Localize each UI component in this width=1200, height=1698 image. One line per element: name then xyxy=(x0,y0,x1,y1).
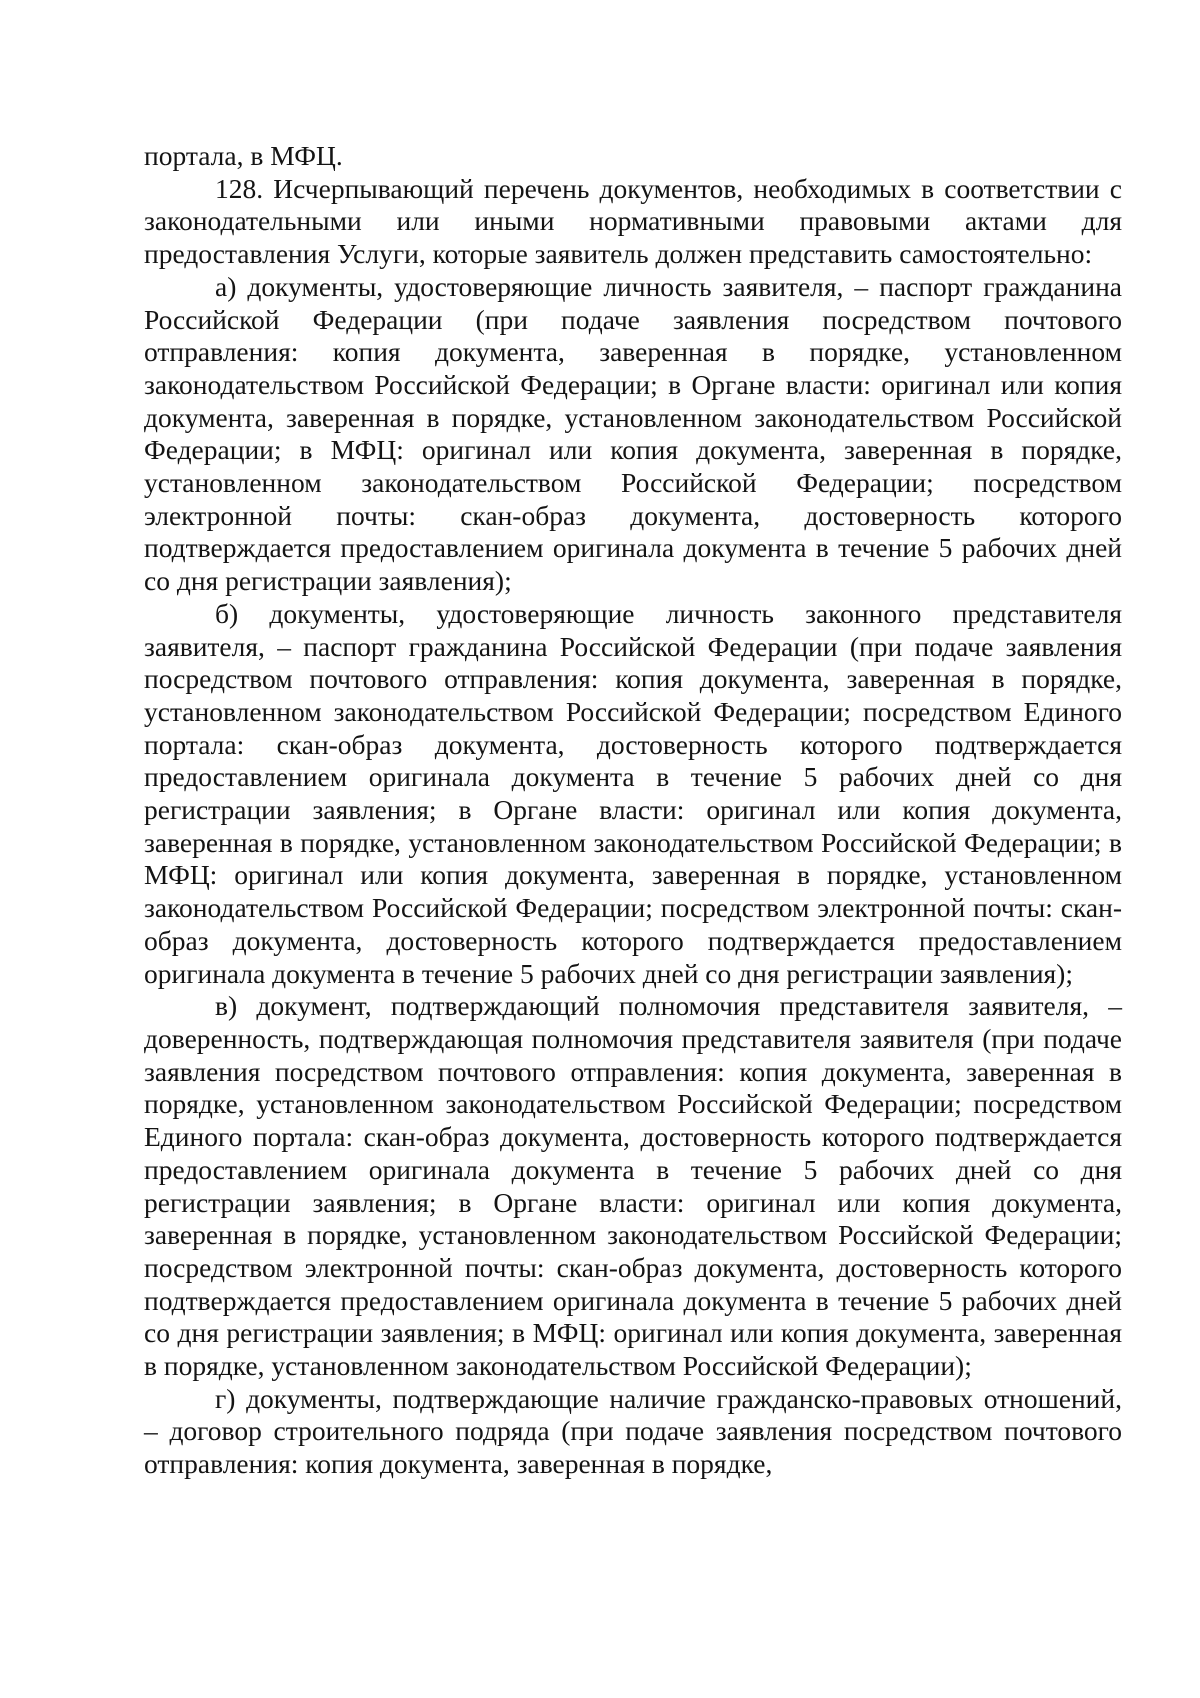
paragraph-subitem-b: б) документы, удостоверяющие личность законного представителя заявителя, – паспорт гражданина Российской Федерации (при подаче заявления посредством почтового отправления: копия документа, заверенная в порядке, установленном законодательством Российской Федерации; посредством Единого портала: скан-образ документа, достоверность которого подтверждается предоставлением оригинала документа в течение 5 рабочих дней со дня регистрации заявления; в Органе власти: оригинал или копия документа, заверенная в порядке, установленном законодательством Российской Федерации; в МФЦ: оригинал или копия документа, заверенная в порядке, установленном законодательством Российской Федерации; посредством электронной почты: скан-образ документа, достоверность которого подтверждается предоставлением оригинала документа в течение 5 рабочих дней со дня регистрации заявления); xyxy=(144,597,1122,989)
paragraph-subitem-a: а) документы, удостоверяющие личность заявителя, – паспорт гражданина Российской Федерации (при подаче заявления посредством почтового отправления: копия документа, заверенная в порядке, установленном законодательством Российской Федерации; в Органе власти: оригинал или копия документа, заверенная в порядке, установленном законодательством Российской Федерации; в МФЦ: оригинал или копия документа, заверенная в порядке, установленном законодательством Российской Федерации; посредством электронной почты: скан-образ документа, достоверность которого подтверждается предоставлением оригинала документа в течение 5 рабочих дней со дня регистрации заявления); xyxy=(144,270,1122,597)
document-body xyxy=(144,140,1122,1481)
paragraph-subitem-g: г) документы, подтверждающие наличие гражданско-правовых отношений, – договор строительного подряда (при подаче заявления посредством почтового отправления: копия документа, заверенная в порядке, xyxy=(144,1382,1122,1480)
paragraph-continuation: портала, в МФЦ. xyxy=(144,140,343,171)
paragraph-subitem-v: в) документ, подтверждающий полномочия представителя заявителя, – доверенность, подтверждающая полномочия представителя заявителя (при подаче заявления посредством почтового отправления: копия документа, заверенная в порядке, установленном законодательством Российской Федерации; посредством Единого портала: скан-образ документа, достоверность которого подтверждается предоставлением оригинала документа в течение 5 рабочих дней со дня регистрации заявления; в Органе власти: оригинал или копия документа, заверенная в порядке, установленном законодательством Российской Федерации; посредством электронной почты: скан-образ документа, достоверность которого подтверждается предоставлением оригинала документа в течение 5 рабочих дней со дня регистрации заявления; в МФЦ: оригинал или копия документа, заверенная в порядке, установленном законодательством Российской Федерации); xyxy=(144,990,1122,1382)
paragraph-item-128: 128. Исчерпывающий перечень документов, необходимых в соответствии с законодательными или иными нормативными правовыми актами для предоставления Услуги, которые заявитель должен представить самостоятельно: xyxy=(144,172,1122,270)
